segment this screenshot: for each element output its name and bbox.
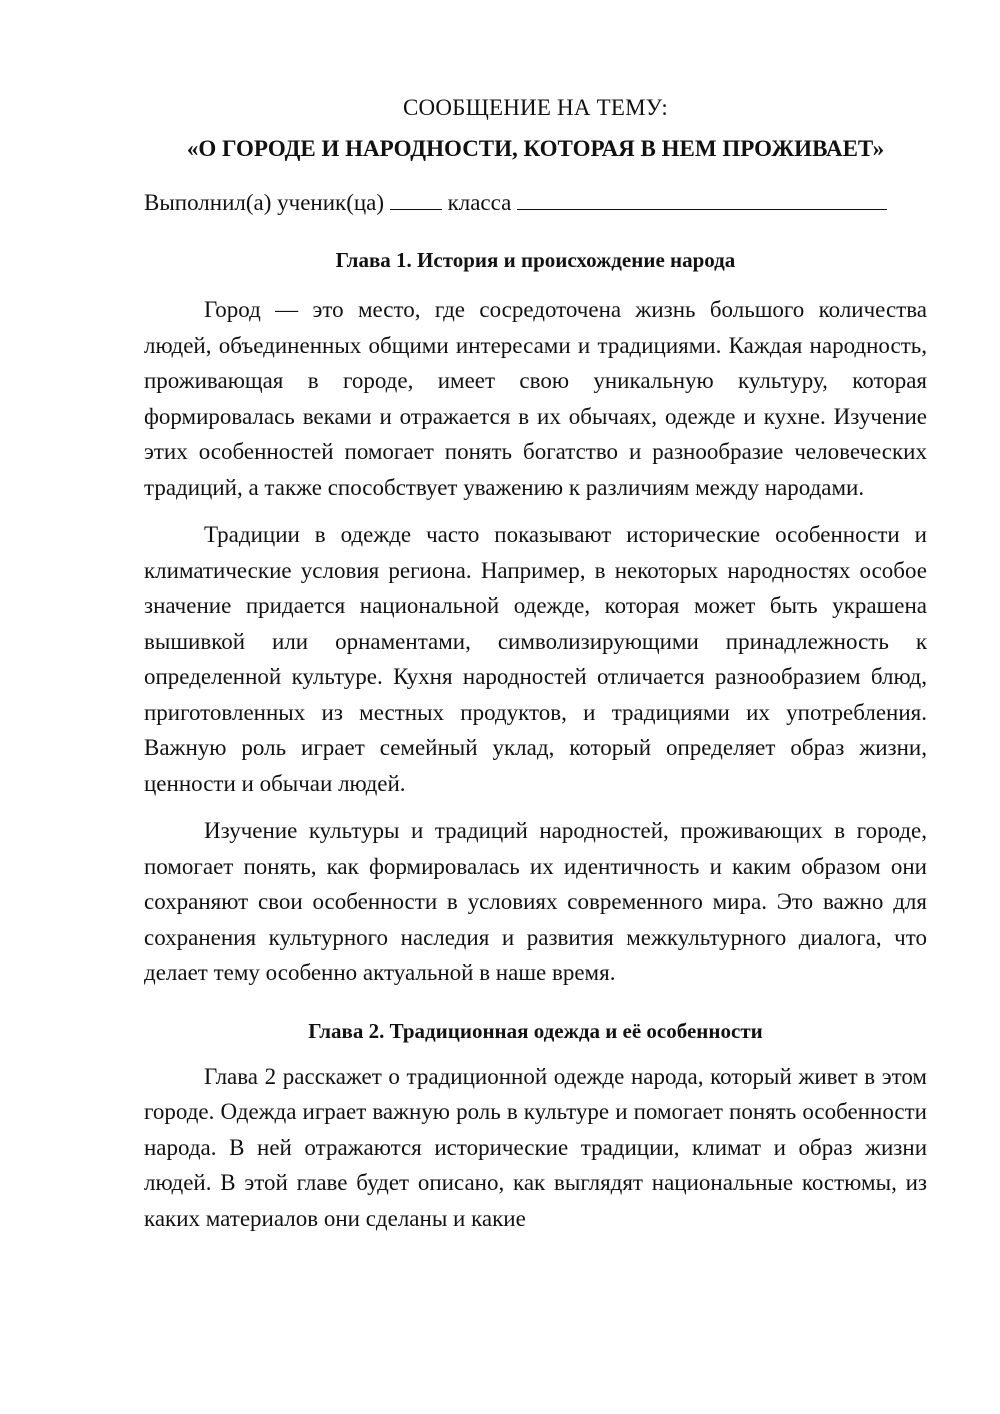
student-info-line [144,187,927,219]
chapter1-paragraph: Традиции в одежде часто показывают исторические особенности и климатические условия региона. Например, в некоторых народностях особое значение придается национальной одежде, которая может быть украшена вышивкой или орнаментами, символизирующими принадлежность к определенной культуре. Кухня народностей отличается разнообразием блюд, приготовленных из местных продуктов, и традициями их употребления. Важную роль играет семейный уклад, который определяет образ жизни, ценности и обычаи людей. [144,522,927,796]
name-blank-field [517,187,887,210]
chapter1-paragraph: Город — это место, где сосредоточена жизнь большого количества людей, объединенных общими интересами и традициями. Каждая народность, проживающая в городе, имеет свою уникальную культуру, которая формировалась веками и отражается в их обычаях, одежде и кухне. Изучение этих особенностей помогает понять богатство и разнообразие человеческих традиций, а также способствует уважению к различиям между народами. [144,297,927,500]
class-label: класса [447,190,512,215]
chapter2-paragraph: Глава 2 расскажет о традиционной одежде народа, который живет в этом городе. Одежда играет важную роль в культуре и помогает понять особенности народа. В ней отражаются исторические традиции, климат и образ жизни людей. В этой главе будет описано, как выглядят национальные костюмы, из каких материалов они сделаны и какие [144,1063,927,1231]
grade-blank-field [390,187,442,210]
chapter2-title: Глава 2. Традиционная одежда и её особенности [308,1018,763,1043]
student-label: Выполнил(а) ученик(ца) [144,190,385,215]
document-topic-title: «О ГОРОДЕ И НАРОДНОСТИ, КОТОРАЯ В НЕМ ПРОЖИВАЕТ» [186,136,885,161]
document-page [144,92,927,1248]
chapter1-title: Глава 1. История и происхождение народа [335,248,736,272]
document-heading: СООБЩЕНИЕ НА ТЕМУ: [403,95,668,120]
chapter1-paragraph: Изучение культуры и традиций народностей, проживающих в городе, помогает понять, как формировалась их идентичность и каким образом они сохраняют свои особенности в условиях современного мира. Это важно для сохранения культурного наследия и развития межкультурного диалога, что делает тему особенно актуальной в наше время. [144,818,927,985]
